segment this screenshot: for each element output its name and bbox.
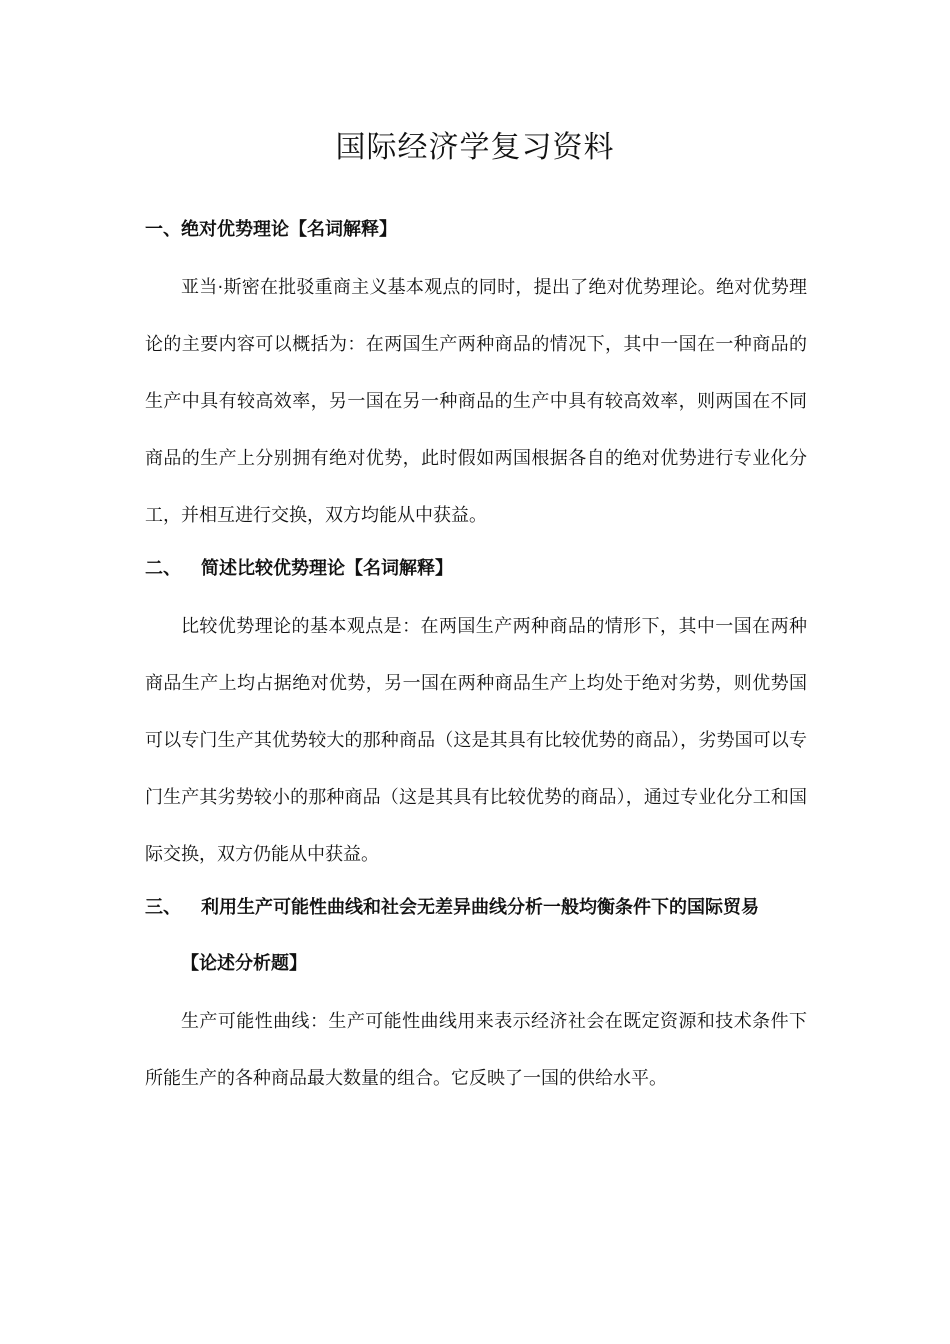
section-3 xyxy=(145,890,807,1107)
section-1 xyxy=(145,212,807,544)
section-heading xyxy=(145,212,807,248)
section-paragraph: 比较优势理论的基本观点是：在两国生产两种商品的情形下，其中一国在两种商品生产上均占据绝对优势，另一国在两种商品生产上均处于绝对劣势，则优势国可以专门生产其优势较大的那种商品（这是其具有比较优势的商品），劣势国可以专门生产其劣势较小的那种商品（这是其具有比较优势的商品），通过专业化分工和国际交换，双方仍能从中获益。 xyxy=(145,616,807,865)
section-paragraph: 亚当·斯密在批驳重商主义基本观点的同时，提出了绝对优势理论。绝对优势理论的主要内容可以概括为：在两国生产两种商品的情况下，其中一国在一种商品的生产中具有较高效率，另一国在另一种商品的生产中具有较高效率，则两国在不同商品的生产上分别拥有绝对优势，此时假如两国根据各自的绝对优势进行专业化分工，并相互进行交换，双方均能从中获益。 xyxy=(145,277,807,526)
document-title: 国际经济学复习资料 xyxy=(335,130,615,165)
document-body xyxy=(145,212,807,1107)
section-heading-text: 绝对优势理论【名词解释】 xyxy=(181,219,397,240)
section-number: 二、 xyxy=(145,558,181,579)
section-heading-sub: 【论述分析题】 xyxy=(181,953,307,974)
section-heading xyxy=(145,551,807,587)
section-heading-text: 利用生产可能性曲线和社会无差异曲线分析一般均衡条件下的国际贸易 xyxy=(201,897,759,918)
section-number: 一、 xyxy=(145,219,181,240)
section-2 xyxy=(145,551,807,883)
section-paragraph: 生产可能性曲线：生产可能性曲线用来表示经济社会在既定资源和技术条件下所能生产的各种商品最大数量的组合。它反映了一国的供给水平。 xyxy=(145,1011,807,1089)
section-heading xyxy=(145,890,807,926)
section-number: 三、 xyxy=(145,897,181,918)
section-heading-text: 简述比较优势理论【名词解释】 xyxy=(201,558,453,579)
